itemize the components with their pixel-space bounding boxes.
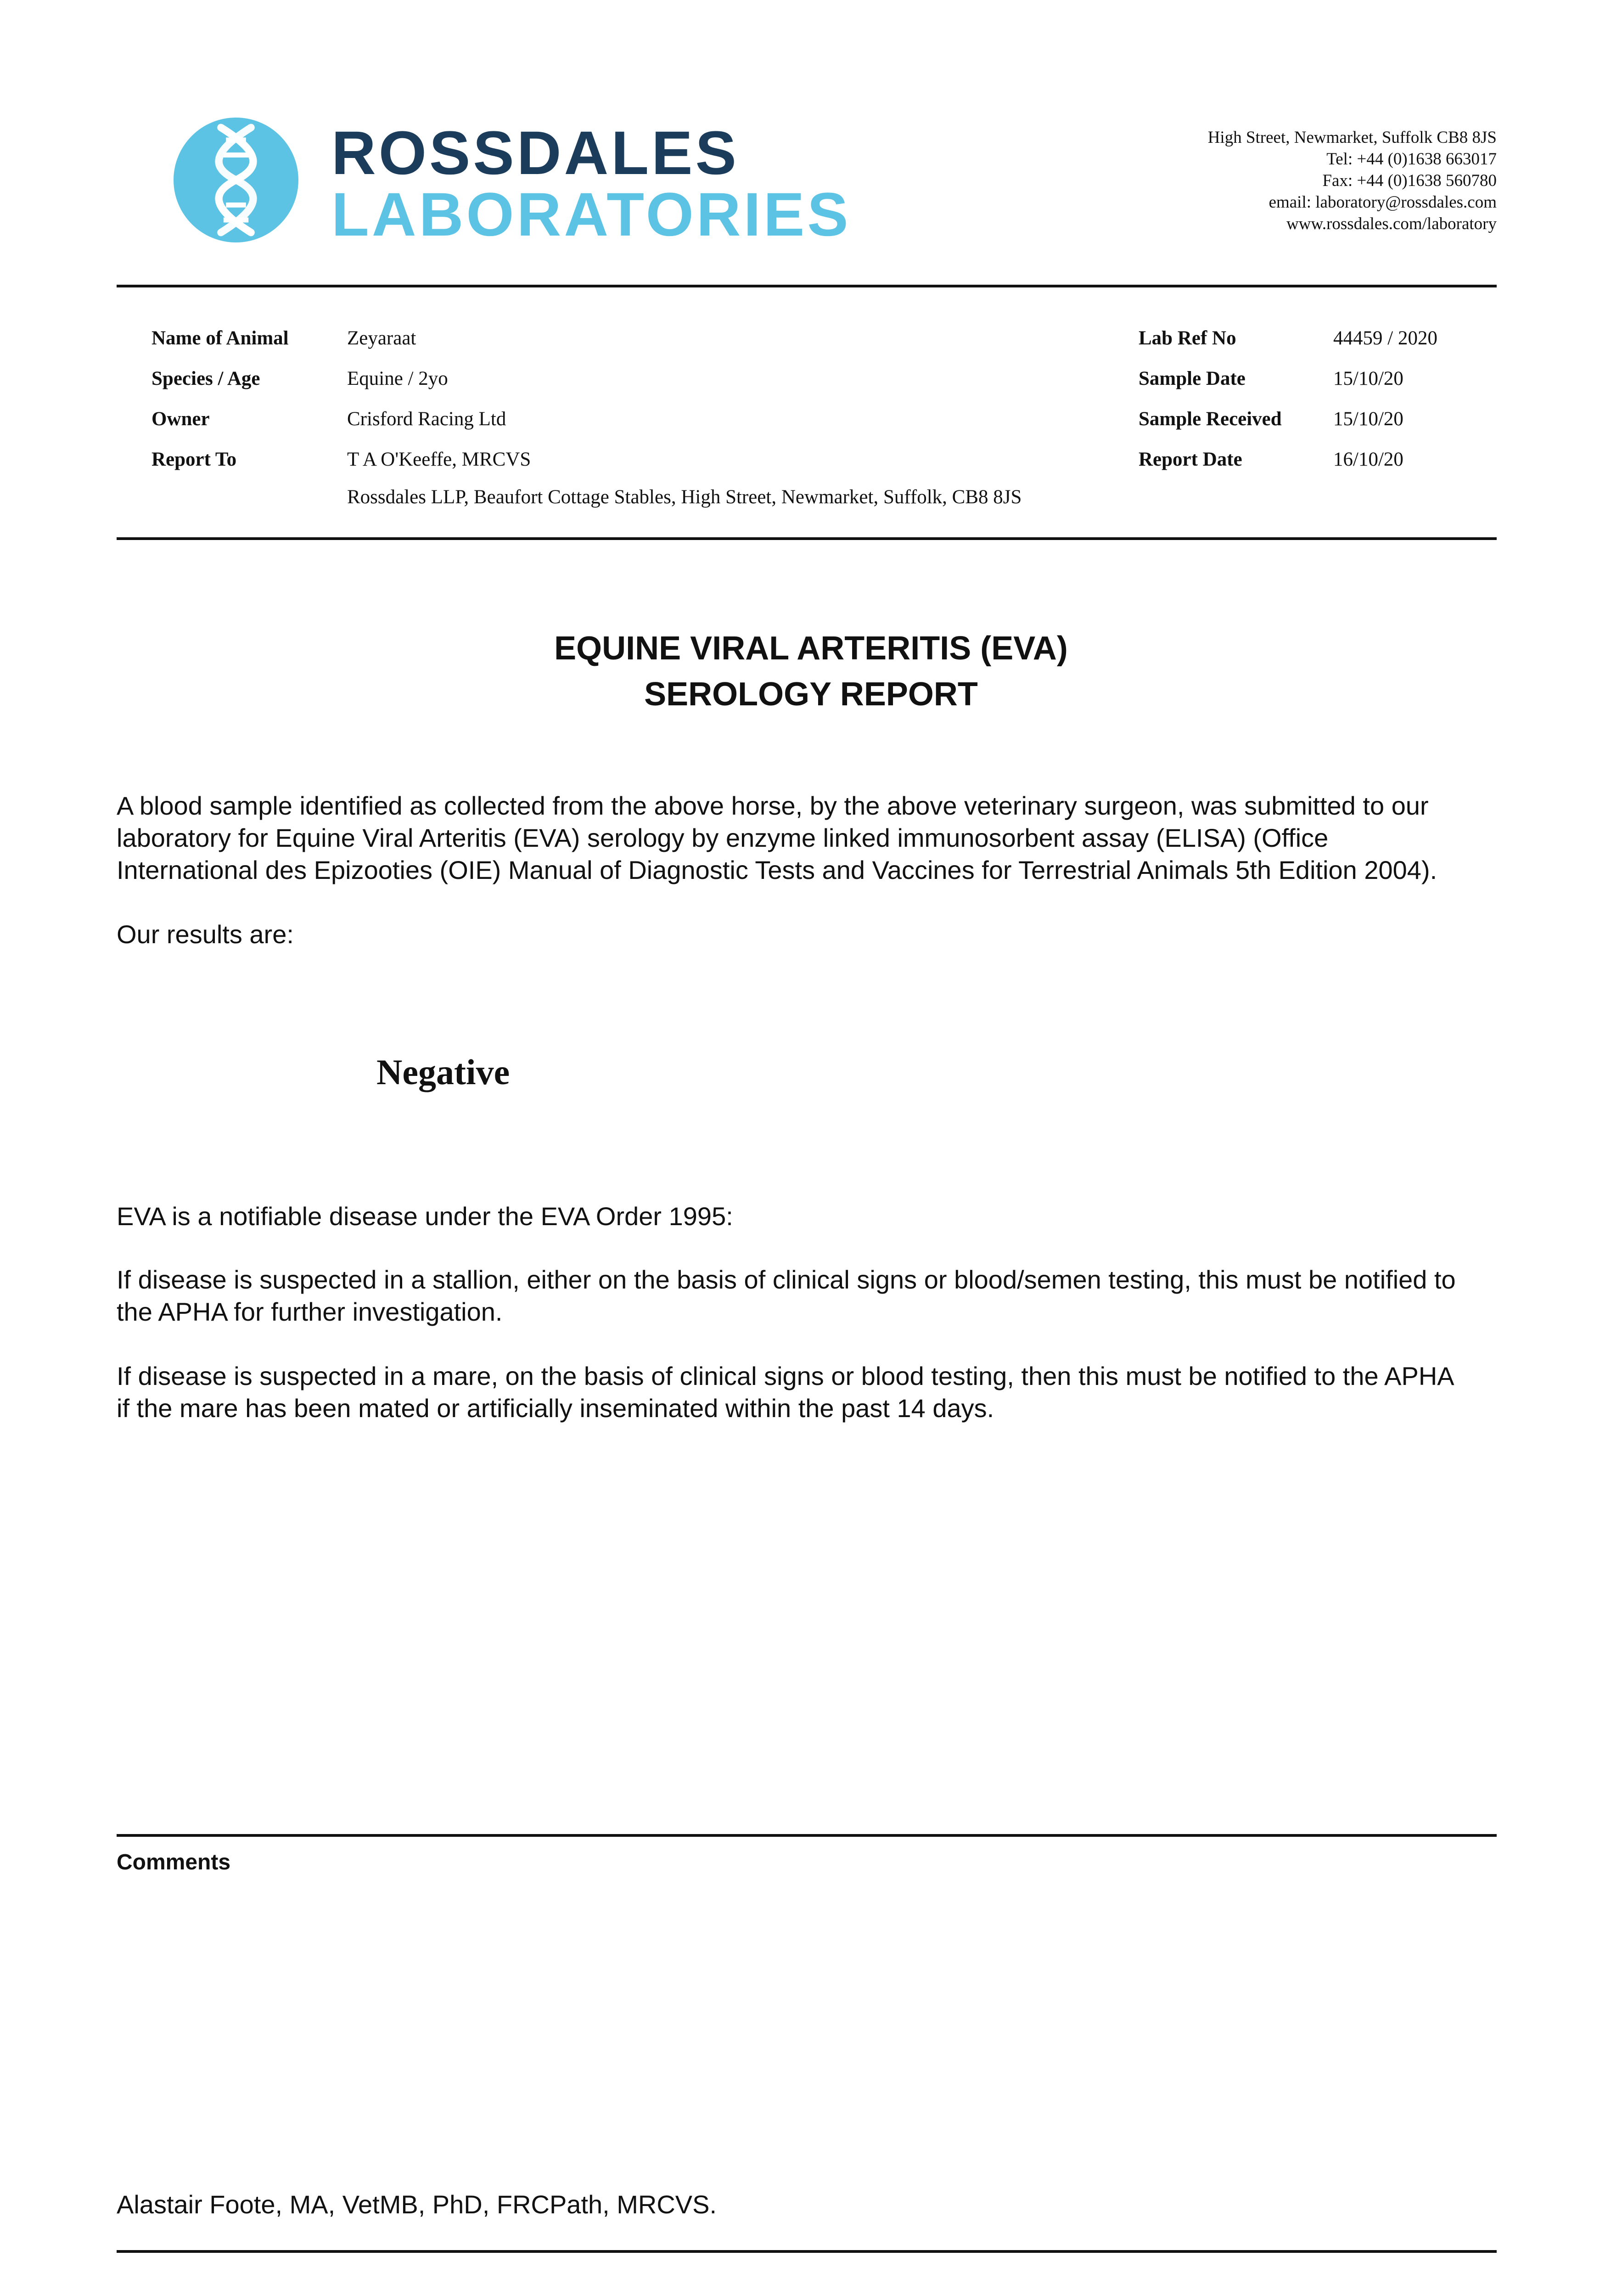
stallion-paragraph: [117, 1264, 1497, 1328]
mare-line: If disease is suspected in a mare, on the basis of clinical signs or blood testing, then this must be notified to the APHA: [117, 1362, 1454, 1390]
brand-subtitle: LABORATORIES: [331, 180, 851, 249]
sample-received-value: 15/10/20: [1333, 408, 1403, 430]
name-of-animal-value: Zeyaraat: [347, 327, 416, 349]
header-divider: [117, 285, 1497, 287]
dna-icon: [174, 118, 298, 242]
intro-paragraph: [117, 790, 1497, 886]
species-age-value: Equine / 2yo: [347, 368, 448, 389]
comments-divider: [117, 1834, 1497, 1837]
mare-line: if the mare has been mated or artificially inseminated within the past 14 days.: [117, 1394, 994, 1423]
info-divider: [117, 537, 1497, 540]
stallion-line: the APHA for further investigation.: [117, 1297, 503, 1326]
notifiable-statement: [117, 1200, 1497, 1232]
notifiable-text: EVA is a notifiable disease under the EVA Order 1995:: [117, 1202, 733, 1231]
species-age-label: Species / Age: [152, 368, 260, 389]
results-intro-text: Our results are:: [117, 920, 294, 949]
report-to-value: T A O'Keeffe, MRCVS: [347, 449, 531, 470]
report-title: EQUINE VIRAL ARTERITIS (EVA): [554, 630, 1068, 667]
address-email: email: laboratory@rossdales.com: [1268, 193, 1497, 212]
lab-ref-value: 44459 / 2020: [1333, 327, 1437, 349]
intro-line: A blood sample identified as collected from the above horse, by the above veterinary surgeon, was submitted to our: [117, 791, 1429, 820]
test-result: Negative: [376, 1052, 510, 1092]
footer-divider: [117, 2250, 1497, 2253]
mare-paragraph: [117, 1360, 1497, 1424]
intro-line: International des Epizooties (OIE) Manual of Diagnostic Tests and Vaccines for Terrestrial Animals 5th Edition 2004).: [117, 855, 1437, 884]
sample-received-label: Sample Received: [1139, 408, 1282, 430]
report-subtitle: SEROLOGY REPORT: [644, 676, 978, 713]
report-date-value: 16/10/20: [1333, 449, 1403, 470]
comments-label: Comments: [117, 1850, 231, 1874]
lab-ref-label: Lab Ref No: [1139, 327, 1236, 349]
results-intro: [117, 918, 1497, 951]
report-to-label: Report To: [152, 449, 237, 470]
report-to-address: Rossdales LLP, Beaufort Cottage Stables, High Street, Newmarket, Suffolk, CB8 8JS: [347, 486, 1022, 508]
brand-name: ROSSDALES: [331, 119, 739, 187]
intro-line: laboratory for Equine Viral Arteritis (EVA) serology by enzyme linked immunosorbent assay (ELISA) (Office: [117, 823, 1329, 852]
report-date-label: Report Date: [1139, 449, 1242, 470]
signature: Alastair Foote, MA, VetMB, PhD, FRCPath, MRCVS.: [117, 2190, 717, 2219]
owner-value: Crisford Racing Ltd: [347, 408, 506, 430]
address-fax: Fax: +44 (0)1638 560780: [1322, 171, 1497, 190]
sample-date-value: 15/10/20: [1333, 368, 1403, 389]
address-website: www.rossdales.com/laboratory: [1286, 214, 1497, 233]
sample-date-label: Sample Date: [1139, 368, 1246, 389]
owner-label: Owner: [152, 408, 210, 430]
stallion-line: If disease is suspected in a stallion, either on the basis of clinical signs or blood/semen testing, this must be notified to: [117, 1265, 1456, 1294]
name-of-animal-label: Name of Animal: [152, 327, 289, 349]
address-street: High Street, Newmarket, Suffolk CB8 8JS: [1207, 128, 1497, 147]
address-tel: Tel: +44 (0)1638 663017: [1326, 150, 1497, 169]
lab-address: [1208, 127, 1497, 235]
